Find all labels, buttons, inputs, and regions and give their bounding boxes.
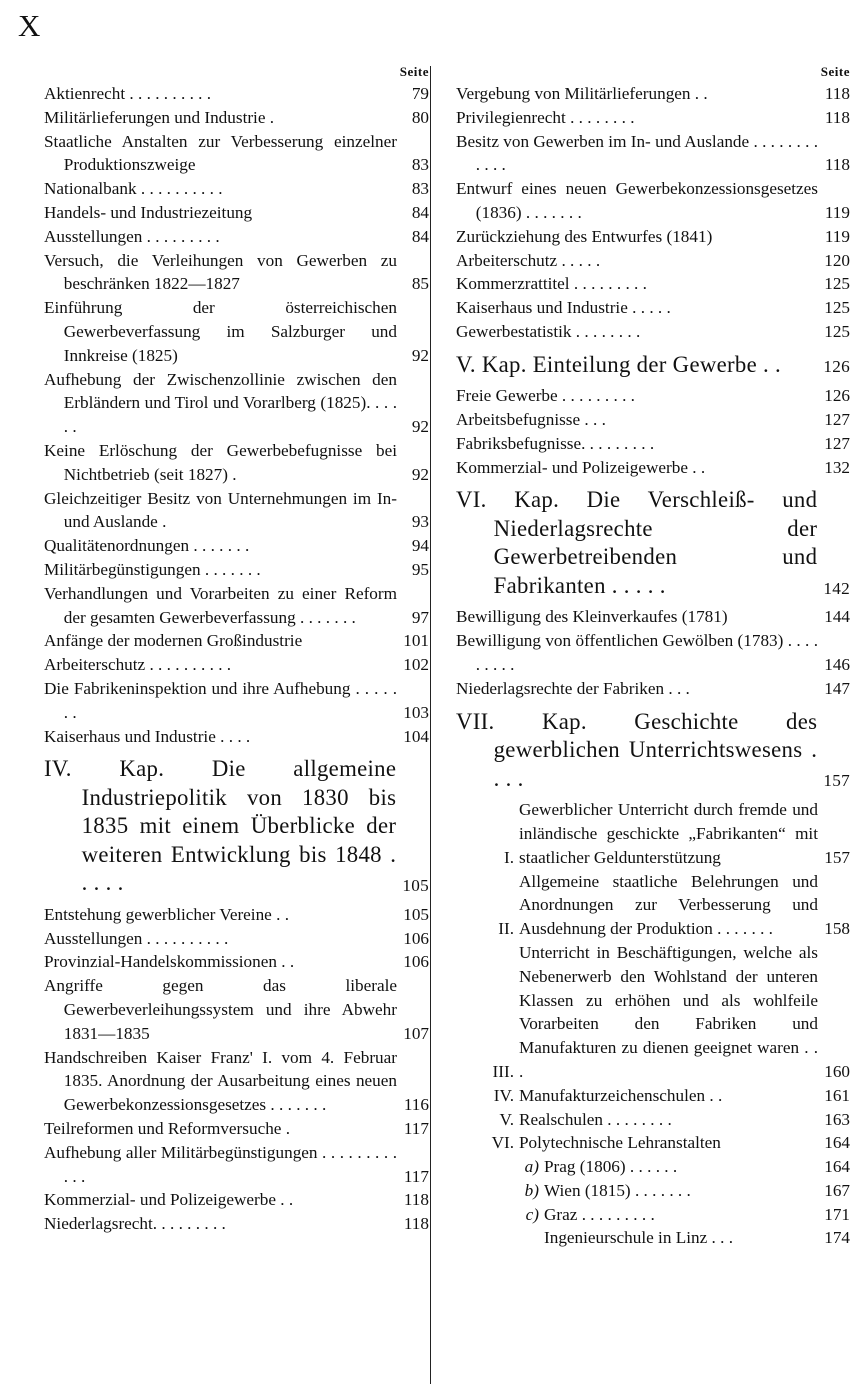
page-ref: 157 — [824, 847, 850, 867]
toc-entry — [456, 177, 850, 225]
toc-entry — [44, 629, 429, 653]
section-entry — [456, 1108, 850, 1132]
page-ref: 160 — [824, 1061, 850, 1081]
toc-entry — [456, 629, 850, 677]
toc-entry — [44, 1117, 429, 1141]
chapter-title: IV. Kap. Die allgemeine Industriepolitik von 1830 bis 1835 mit einem Überblicke der weiteren Entwicklung bis 1848 . . . . . — [44, 756, 397, 896]
entry-title: Kommerzial- und Polizeigewerbe . . — [44, 1190, 294, 1210]
page-ref: 126 — [824, 386, 850, 406]
subsection-entry — [456, 1203, 850, 1227]
entry-title: Nationalbank . . . . . . . . . . — [44, 179, 223, 199]
section-number: V. — [499, 1109, 514, 1129]
entry-title: Qualitätenordnungen . . . . . . . — [44, 536, 250, 556]
toc-right-column — [456, 62, 850, 1250]
toc-entry — [44, 368, 429, 439]
subsection-title: Prag (1806) . . . . . . — [544, 1157, 678, 1177]
entry-title: Vergebung von Militärlieferungen . . — [456, 84, 708, 103]
entry-title: Freie Gewerbe . . . . . . . . . — [456, 386, 635, 406]
entry-title: Militärbegünstigungen . . . . . . . — [44, 559, 261, 579]
chapter-title: V. Kap. Einteilung der Gewerbe . . — [456, 351, 782, 377]
page-ref: 116 — [403, 1095, 429, 1115]
page-ref: 117 — [403, 1166, 429, 1186]
entry-title: Keine Erlöschung der Gewerbebefugnisse bei Nichtbetrieb (seit 1827) . — [44, 440, 397, 484]
entry-title: Arbeitsbefugnisse . . . — [456, 410, 606, 430]
toc-entry — [44, 201, 429, 225]
entry-title: Kaiserhaus und Industrie . . . . — [44, 726, 251, 746]
page-ref: 95 — [411, 559, 429, 579]
section-title: Polytechnische Lehranstalten — [519, 1133, 721, 1153]
entry-title: Aufhebung der Zwischenzollinie zwischen den Erbländern und Tirol und Vorarlberg (1825). . . . . . — [44, 369, 397, 437]
entry-title: Handschreiben Kaiser Franz' I. vom 4. Februar 1835. Anordnung der Ausarbeitung eines neuen Gewerbekonzessionsgesetzes . . . . . . . — [44, 1047, 397, 1115]
toc-entry — [456, 130, 850, 178]
toc-entry — [44, 487, 429, 535]
page-ref: 125 — [824, 274, 850, 294]
section-title: Manufakturzeichenschulen . . — [519, 1085, 723, 1105]
page-ref: 126 — [823, 357, 850, 377]
subsection-label: b) — [524, 1180, 539, 1200]
page-ref: 84 — [411, 226, 429, 246]
toc-entry — [456, 432, 850, 456]
page-ref: 79 — [411, 84, 429, 103]
entry-title: Die Fabrikeninspektion und ihre Aufhebung . . . . . . . — [44, 678, 397, 722]
section-number: III. — [492, 1061, 514, 1081]
toc-entry — [44, 653, 429, 677]
entry-title: Provinzial-Handelskommissionen . . — [44, 952, 295, 972]
section-number: VI. — [491, 1133, 514, 1153]
toc-entry — [456, 605, 850, 629]
page-ref: 164 — [824, 1133, 850, 1153]
toc-entry — [44, 1141, 429, 1189]
toc-entry — [456, 408, 850, 432]
toc-entry — [44, 1212, 429, 1236]
toc-entry — [44, 225, 429, 249]
page-ref: 158 — [824, 919, 850, 939]
toc-entry — [456, 272, 850, 296]
entry-title: Kommerzrattitel . . . . . . . . . — [456, 274, 647, 294]
entry-title: Aktienrecht . . . . . . . . . . — [44, 84, 212, 103]
page-ref: 119 — [824, 226, 850, 246]
toc-entry — [44, 1046, 429, 1117]
seite-label: Seite — [399, 64, 429, 79]
chapter-heading — [456, 351, 850, 380]
page-ref: 80 — [411, 107, 429, 127]
entry-title: Handels- und Industriezeitung — [44, 202, 253, 222]
page-ref: 103 — [403, 702, 429, 722]
toc-entry — [44, 927, 429, 951]
toc-entry — [44, 130, 429, 178]
entry-title: Arbeiterschutz . . . . . . . . . . — [44, 655, 232, 675]
entry-title: Ausstellungen . . . . . . . . . — [44, 226, 220, 246]
page-ref: 92 — [411, 417, 429, 437]
page-ref: 174 — [824, 1228, 850, 1248]
toc-entry — [456, 320, 850, 344]
page-ref: 92 — [411, 464, 429, 484]
entry-title: Teilreformen und Reformversuche . — [44, 1118, 291, 1138]
entry-title: Militärlieferungen und Industrie . — [44, 107, 275, 127]
toc-entry — [44, 296, 429, 367]
section-entry — [456, 1131, 850, 1155]
toc-entry — [456, 677, 850, 701]
page-ref: 105 — [402, 876, 429, 896]
page-ref: 164 — [824, 1157, 850, 1177]
page-ref: 83 — [411, 179, 429, 199]
chapter-title: VI. Kap. Die Verschleiß- und Niederlagsrechte der Gewerbetreibenden und Fabrikanten . . . . . — [456, 487, 818, 598]
page-ref: 101 — [403, 631, 429, 651]
page-ref: 84 — [411, 202, 429, 222]
toc-entry — [44, 974, 429, 1045]
entry-title: Bewilligung des Kleinverkaufes (1781) — [456, 607, 728, 627]
subsection-label: a) — [524, 1157, 539, 1177]
entry-title: Entstehung gewerblicher Vereine . . — [44, 904, 289, 924]
page-ref: 118 — [403, 1214, 429, 1234]
entry-title: Kaiserhaus und Industrie . . . . . — [456, 298, 671, 318]
page-ref: 120 — [824, 250, 850, 270]
page-ref: 146 — [824, 655, 850, 675]
entry-title: Kommerzial- und Polizeigewerbe . . — [456, 457, 706, 477]
page-ref: 144 — [824, 607, 850, 627]
entry-title: Zurückziehung des Entwurfes (1841) — [456, 226, 713, 246]
section-entry — [456, 941, 850, 1084]
seite-label: Seite — [820, 64, 850, 79]
entry-title: Staatliche Anstalten zur Verbesserung einzelner Produktionszweige — [44, 131, 397, 175]
toc-entry — [44, 1188, 429, 1212]
entry-title: Fabriksbefugnisse. . . . . . . . . — [456, 433, 655, 453]
page-ref: 105 — [403, 904, 429, 924]
toc-entry — [456, 1226, 850, 1250]
page-ref: 163 — [824, 1109, 850, 1129]
toc-entry — [456, 106, 850, 130]
entry-title: Niederlagsrechte der Fabriken . . . — [456, 678, 690, 698]
section-title: Gewerblicher Unterricht durch fremde und inländische geschickte „Fabrikanten“ mit staatlicher Geldunterstützung — [519, 800, 818, 867]
entry-title: Bewilligung von öffentlichen Gewölben (1783) . . . . . . . . . — [456, 631, 818, 675]
section-title: Unterricht in Beschäftigungen, welche als Nebenerwerb den Wohlstand der unteren Klassen zu erhöhen und als wohlfeile Vorarbeiten den Fabriken und Manufakturen zu dienen geeignet waren . . . — [519, 942, 818, 1081]
entry-title: Aufhebung aller Militärbegünstigungen . . . . . . . . . . . . — [44, 1142, 397, 1186]
toc-entry — [456, 225, 850, 249]
toc-entry — [44, 950, 429, 974]
page-ref: 119 — [824, 202, 850, 222]
entry-title: Arbeiterschutz . . . . . — [456, 250, 601, 270]
page-ref: 118 — [824, 155, 850, 175]
section-entry — [456, 798, 850, 869]
section-number: IV. — [493, 1085, 514, 1105]
toc-entry — [456, 384, 850, 408]
toc-entry — [44, 558, 429, 582]
section-number: II. — [498, 919, 514, 939]
toc-entry — [456, 82, 850, 106]
section-number: I. — [503, 847, 514, 867]
subsection-label: c) — [525, 1204, 539, 1224]
entry-title: Gewerbestatistik . . . . . . . . — [456, 321, 641, 341]
page-ref: 127 — [824, 410, 850, 430]
entry-title: Gleichzeitiger Besitz von Unternehmungen im In- und Auslande . — [44, 488, 397, 532]
page-ref: 93 — [411, 512, 429, 532]
toc-entry — [456, 456, 850, 480]
page-ref: 102 — [403, 655, 429, 675]
toc-entry — [44, 582, 429, 630]
subsection-entry — [456, 1155, 850, 1179]
entry-title: Einführung der österreichischen Gewerbeverfassung im Salzburger und Innkreise (1825) — [44, 298, 397, 365]
entry-title: Ausstellungen . . . . . . . . . . — [44, 928, 229, 948]
toc-entry — [44, 106, 429, 130]
entry-title: Versuch, die Verleihungen von Gewerben zu beschränken 1822—1827 — [44, 250, 397, 294]
page-ref: 85 — [411, 274, 429, 294]
chapter-heading — [44, 755, 429, 898]
page-ref: 107 — [403, 1023, 429, 1043]
toc-entry — [456, 296, 850, 320]
chapter-title: VII. Kap. Geschichte des gewerblichen Unterrichtswesens . . . . — [456, 708, 818, 791]
page-ref: 125 — [824, 321, 850, 341]
toc-entry — [456, 249, 850, 273]
entry-title: Privilegienrecht . . . . . . . . — [456, 107, 635, 127]
entry-title: Anfänge der modernen Großindustrie — [44, 631, 303, 651]
subsection-entry — [456, 1179, 850, 1203]
toc-entry — [44, 249, 429, 297]
page-ref: 147 — [824, 678, 850, 698]
toc-entry — [44, 534, 429, 558]
entry-title: Niederlagsrecht. . . . . . . . . — [44, 1214, 226, 1234]
page-ref: 104 — [403, 726, 429, 746]
section-entry — [456, 870, 850, 941]
page-ref: 92 — [411, 345, 429, 365]
entry-title: Verhandlungen und Vorarbeiten zu einer Reform der gesamten Gewerbeverfassung . . . . . . . — [44, 583, 397, 627]
toc-entry — [44, 439, 429, 487]
entry-title: Angriffe gegen das liberale Gewerbeverleihungssystem und ihre Abwehr 1831—1835 — [44, 976, 397, 1043]
toc-entry — [44, 177, 429, 201]
toc-entry — [44, 677, 429, 725]
page-ref: 142 — [823, 578, 850, 598]
entry-title: Ingenieurschule in Linz . . . — [544, 1228, 734, 1248]
page-ref: 83 — [411, 155, 429, 175]
entry-title: Besitz von Gewerben im In- und Auslande . . . . . . . . . . . . — [456, 131, 818, 175]
page-ref: 125 — [824, 298, 850, 318]
page-number: X — [18, 8, 41, 43]
page-ref: 157 — [823, 771, 850, 791]
section-title: Allgemeine staatliche Belehrungen und Anordnungen zur Verbesserung und Ausdehnung der Produktion . . . . . . . — [519, 871, 818, 939]
page-ref: 106 — [403, 952, 429, 972]
page-ref: 118 — [403, 1190, 429, 1210]
subsection-title: Wien (1815) . . . . . . . — [544, 1180, 691, 1200]
toc-left-column — [44, 62, 429, 1236]
page-ref: 127 — [824, 433, 850, 453]
toc-entry — [44, 82, 429, 106]
page-ref: 94 — [411, 536, 429, 556]
section-title: Realschulen . . . . . . . . — [519, 1109, 672, 1129]
chapter-heading — [456, 486, 850, 600]
subsection-title: Graz . . . . . . . . . — [544, 1204, 655, 1224]
toc-entry — [44, 725, 429, 749]
toc-entry — [44, 903, 429, 927]
page-ref: 118 — [824, 84, 850, 103]
page-ref: 118 — [824, 107, 850, 127]
chapter-heading — [456, 708, 850, 794]
section-entry — [456, 1084, 850, 1108]
column-divider — [430, 66, 431, 1384]
page-ref: 132 — [824, 457, 850, 477]
page-ref: 167 — [824, 1180, 850, 1200]
page-ref: 97 — [411, 607, 429, 627]
page-ref: 171 — [824, 1204, 850, 1224]
entry-title: Entwurf eines neuen Gewerbekonzessionsgesetzes (1836) . . . . . . . — [456, 179, 818, 222]
page-ref: 117 — [403, 1118, 429, 1138]
page-ref: 106 — [403, 928, 429, 948]
page-ref: 161 — [824, 1085, 850, 1105]
